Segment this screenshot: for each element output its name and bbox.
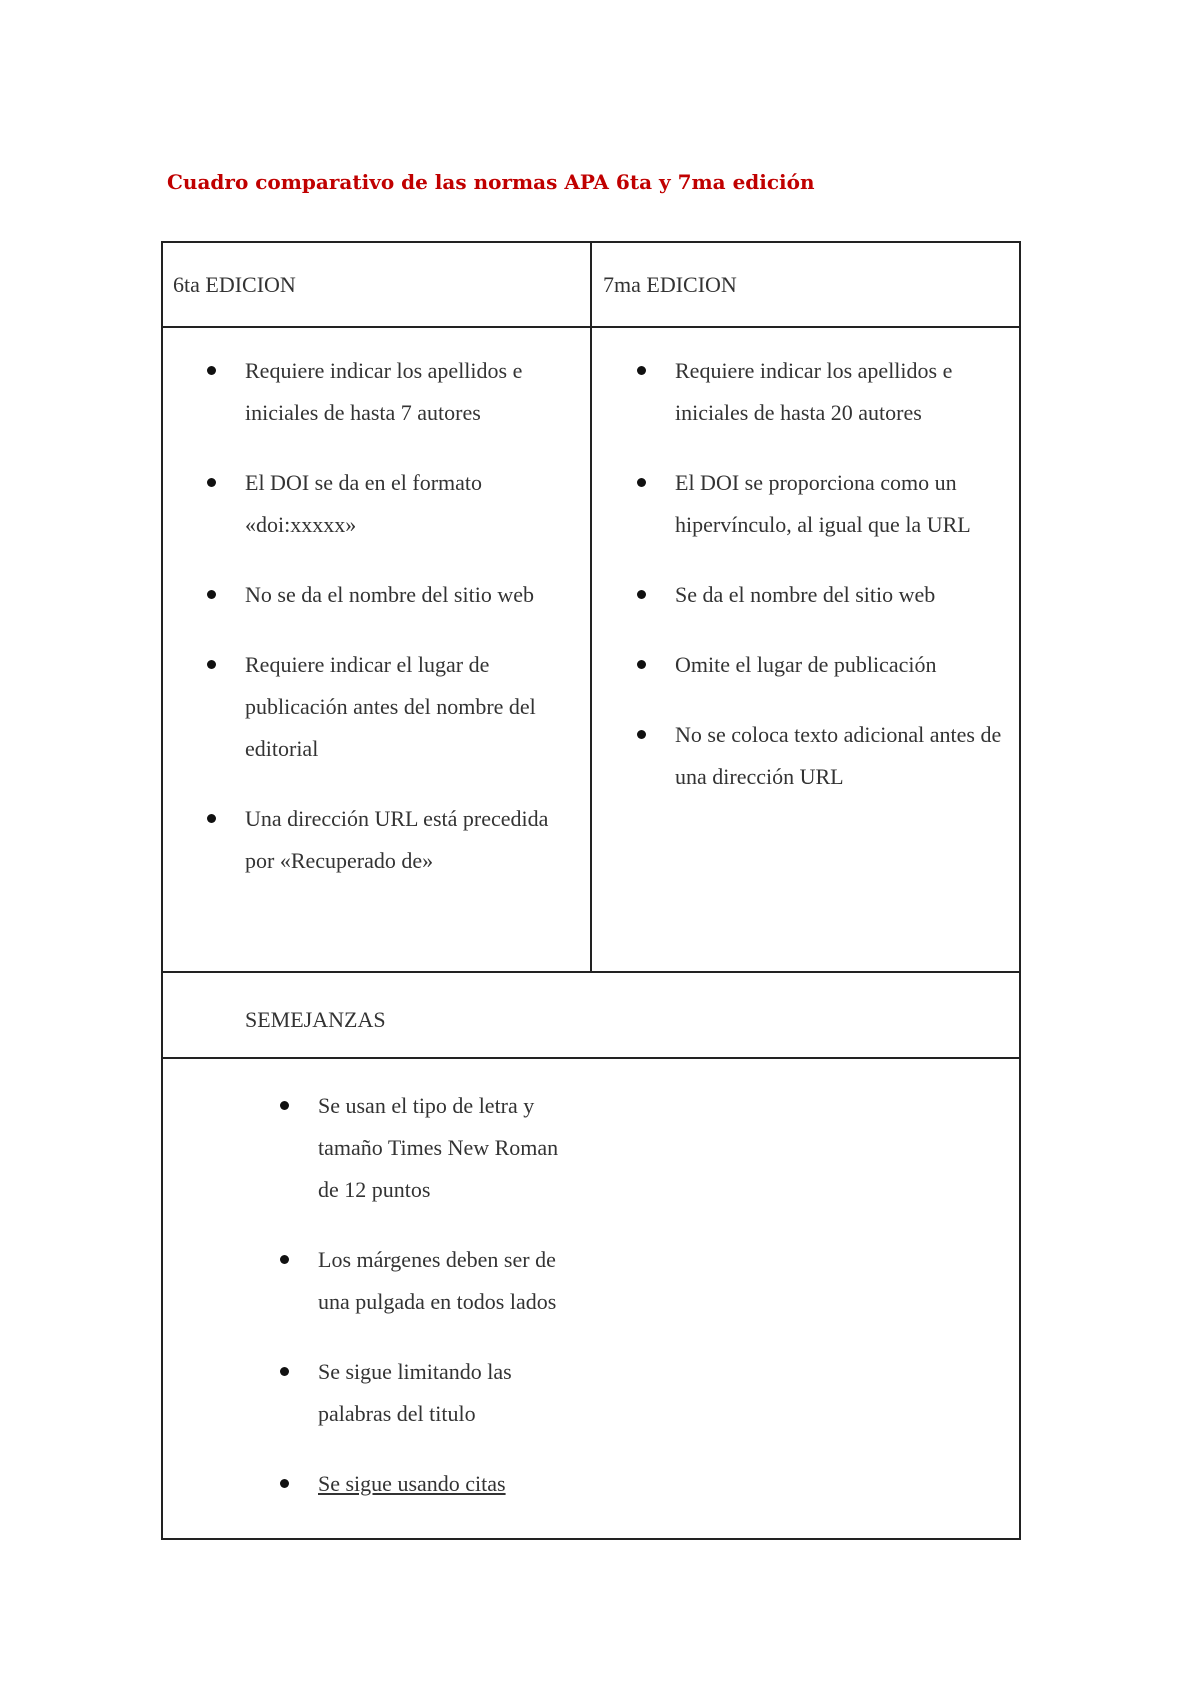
list-item: Requiere indicar los apellidos e iniciales de hasta 20 autores	[675, 350, 1015, 434]
list-item: Requiere indicar los apellidos e iniciales de hasta 7 autores	[245, 350, 580, 434]
similarities-list	[318, 1085, 568, 1533]
col1-list	[245, 350, 580, 910]
col1-header: 6ta EDICION	[173, 272, 296, 297]
page-title: Cuadro comparativo de las normas APA 6ta y 7ma edición	[167, 170, 815, 194]
list-item: Se da el nombre del sitio web	[675, 574, 1015, 616]
col2-list	[675, 350, 1015, 826]
similarities-top-divider	[161, 971, 1021, 973]
col2-header: 7ma EDICION	[603, 272, 737, 297]
list-item: No se coloca texto adicional antes de una dirección URL	[675, 714, 1015, 798]
list-item: El DOI se da en el formato «doi:xxxxx»	[245, 462, 580, 546]
similarities-header: SEMEJANZAS	[245, 1007, 386, 1032]
list-item: Omite el lugar de publicación	[675, 644, 1015, 686]
list-item: Se sigue limitando las palabras del titulo	[318, 1351, 568, 1435]
list-item: El DOI se proporciona como un hipervínculo, al igual que la URL	[675, 462, 1015, 546]
list-item: Una dirección URL está precedida por «Recuperado de»	[245, 798, 580, 882]
similarities-header-divider	[161, 1057, 1021, 1059]
column-divider	[590, 241, 592, 973]
list-item: No se da el nombre del sitio web	[245, 574, 580, 616]
list-item: Requiere indicar el lugar de publicación antes del nombre del editorial	[245, 644, 580, 770]
list-item: Los márgenes deben ser de una pulgada en todos lados	[318, 1239, 568, 1323]
list-item: Se usan el tipo de letra y tamaño Times New Roman de 12 puntos	[318, 1085, 568, 1211]
list-item: Se sigue usando citas	[318, 1463, 568, 1505]
